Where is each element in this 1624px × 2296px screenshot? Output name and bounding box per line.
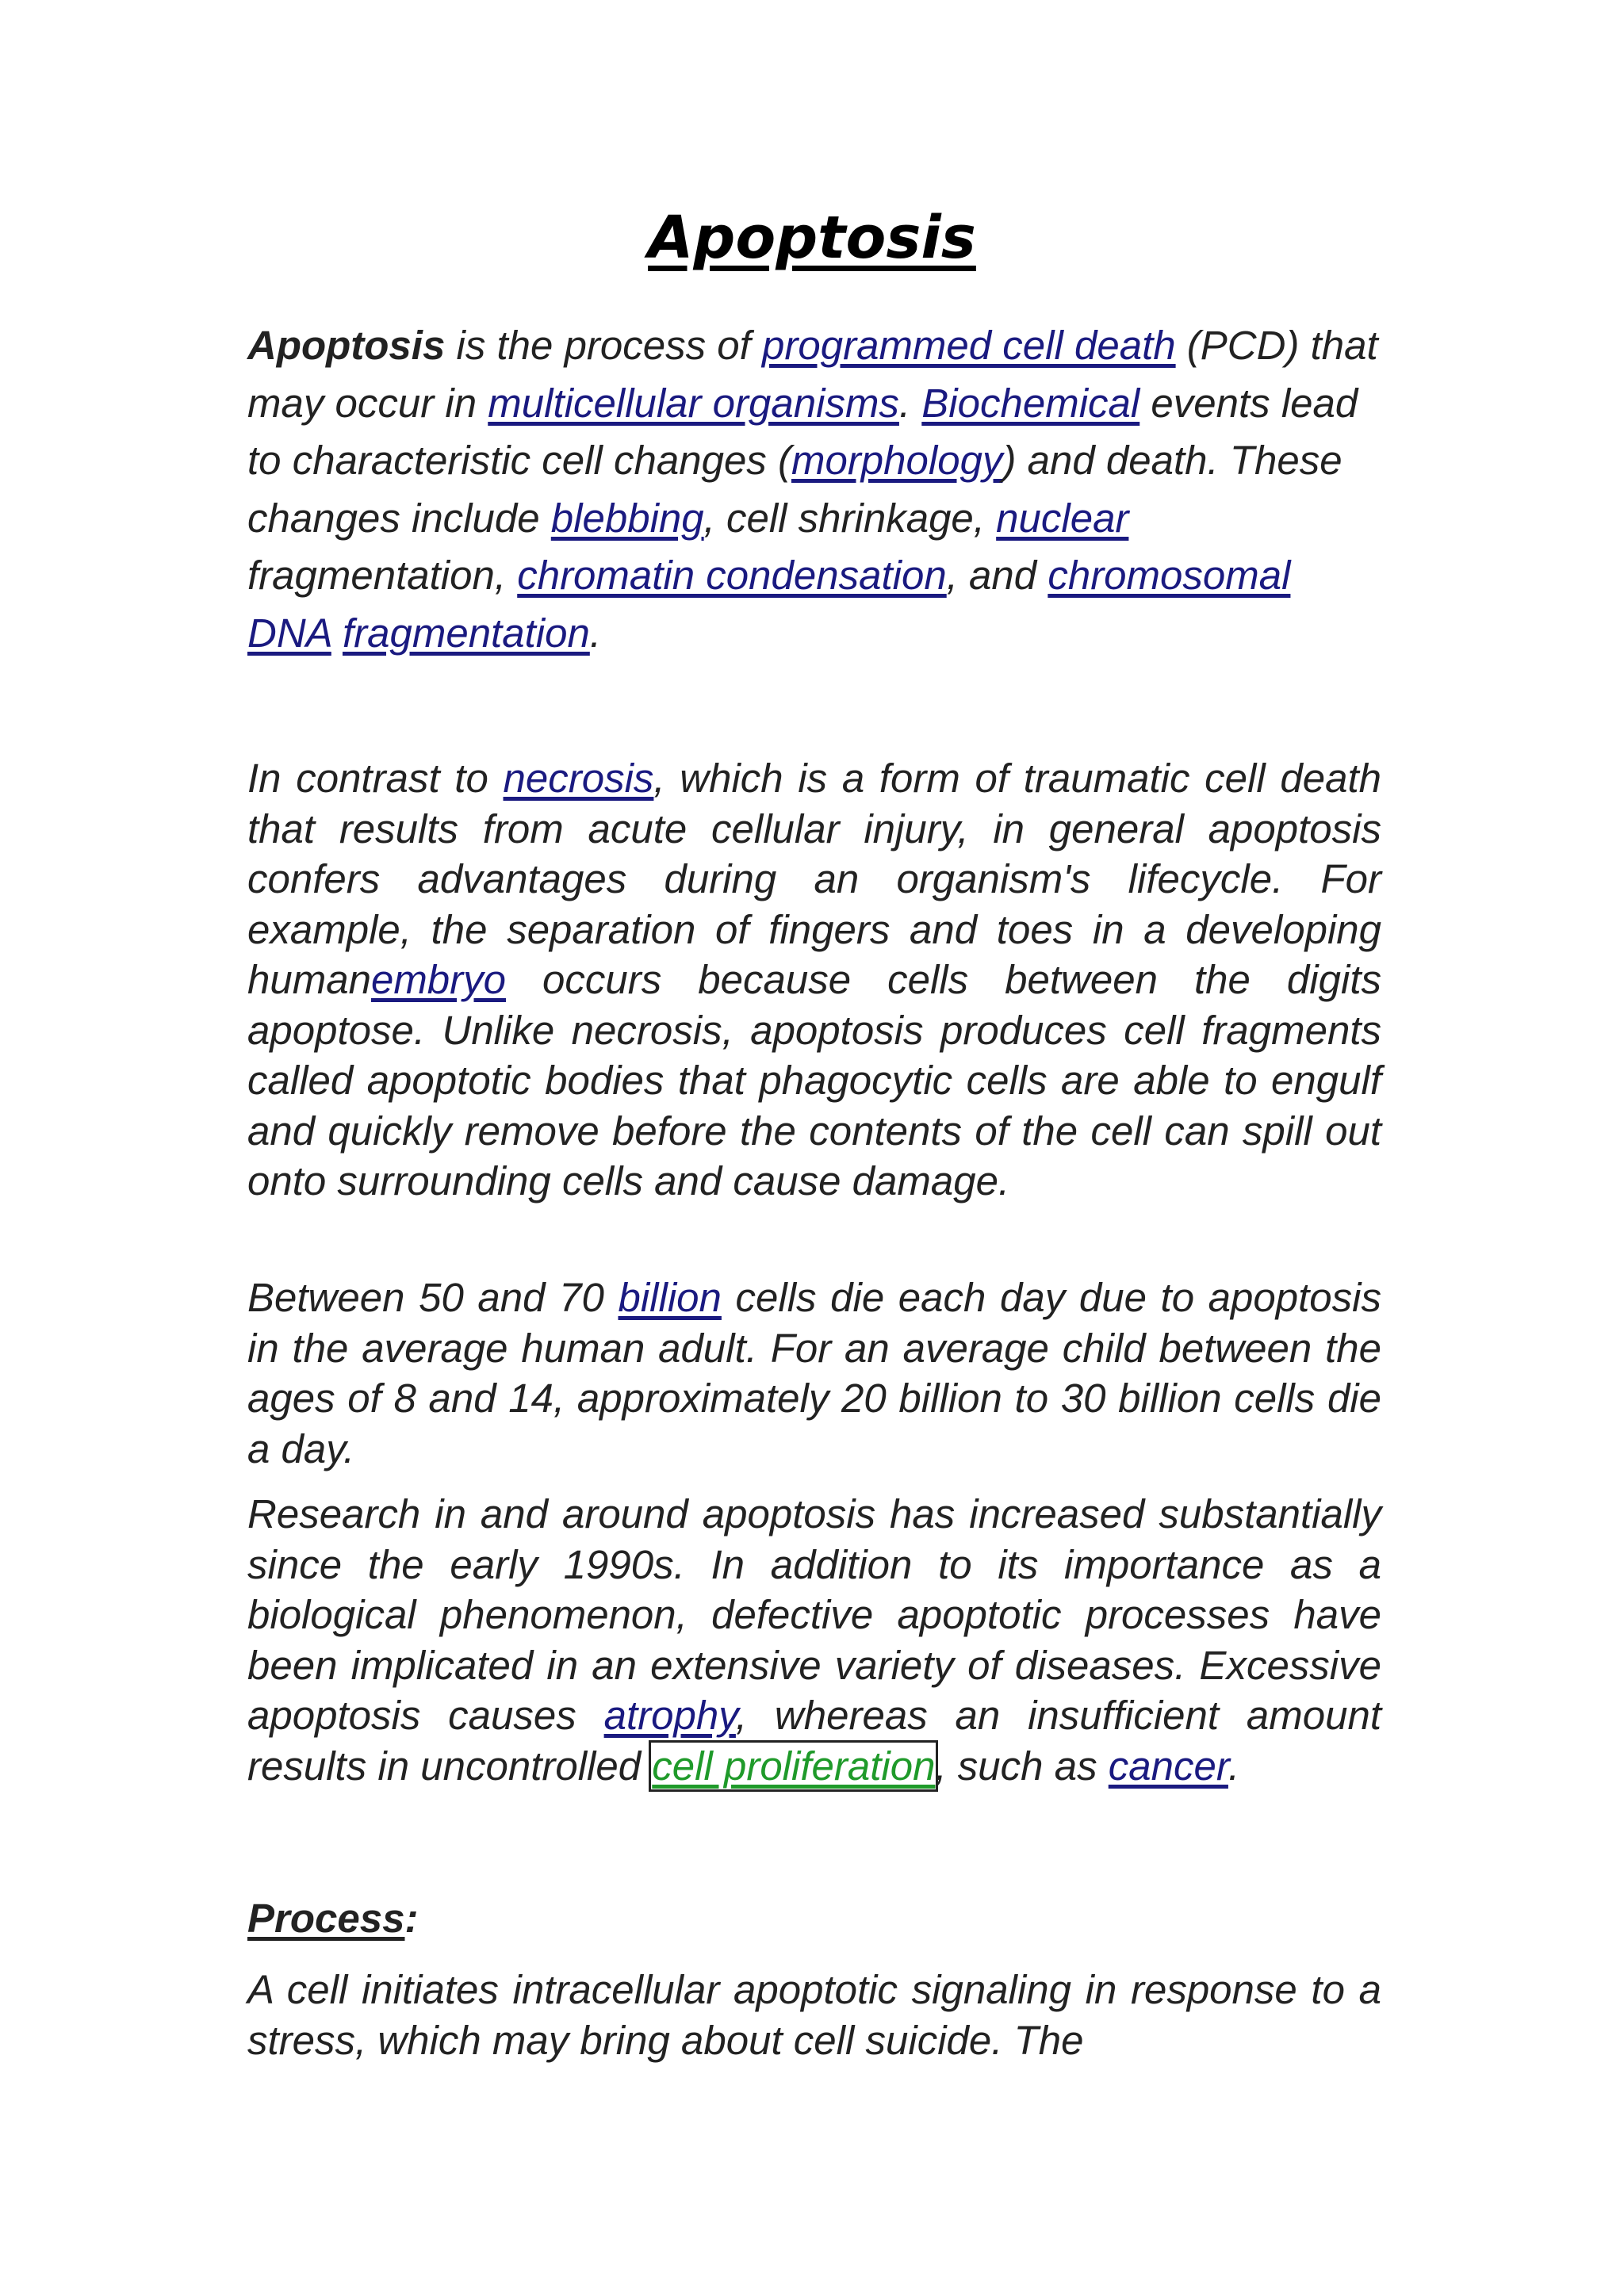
text-run: . [898, 380, 922, 426]
text-run: A cell initiates intracellular apoptotic signaling in response to a stress, which may bring about cell suicide. The [247, 1967, 1381, 2063]
text-run: . [589, 610, 601, 656]
text-run: , such as [935, 1743, 1109, 1789]
link-fragmentation[interactable]: fragmentation [342, 610, 590, 656]
link-billion[interactable]: billion [618, 1275, 722, 1320]
text-run: ) and death. These changes include [247, 438, 1342, 541]
link-necrosis[interactable]: necrosis [503, 756, 654, 801]
text-run: , whereas an insufficient amount results in uncontrolled [247, 1693, 1381, 1789]
paragraph-process [247, 1965, 1381, 2065]
link-cancer[interactable]: cancer [1108, 1743, 1228, 1789]
text-run [331, 610, 343, 656]
link-morphology[interactable]: morphology [791, 438, 1003, 483]
paragraph-definition [247, 317, 1381, 662]
page-title: Apoptosis [648, 204, 976, 272]
text-run: Research in and around apoptosis has increased substantially since the early 1990s. In addition to its importance as a biological phenomenon, defective apoptotic processes have been implicated in an extensive variety of diseases. Excessive apoptosis causes [247, 1491, 1381, 1738]
text-run: , and [946, 553, 1048, 598]
text-run: . [1228, 1743, 1240, 1789]
text-run: occurs because cells between the digits apoptose. Unlike necrosis, apoptosis produces cell fragments called apoptotic bodies that phagocytic cells are able to engulf and quickly remove before the contents of the cell can spill out onto surrounding cells and cause damage. [247, 957, 1381, 1203]
text-run: Between 50 and 70 [247, 1275, 619, 1320]
text-run: , which is a form of traumatic cell death that results from acute cellular injury, in general apoptosis confers advantages during an organism's lifecycle. For example, the separation of fingers and toes in a developing human [247, 756, 1381, 1002]
paragraph-cell-count [247, 1272, 1381, 1474]
text-run: cells die each day due to apoptosis in the average human adult. For an average child between the ages of 8 and 14, approximately 20 billion to 30 billion cells die a day. [247, 1275, 1382, 1471]
link-biochemical[interactable]: Biochemical [921, 380, 1140, 426]
paragraph-necrosis-contrast [247, 753, 1381, 1207]
link-programmed-cell-death[interactable]: programmed cell death [762, 323, 1176, 368]
text-run: events lead to characteristic cell changes ( [247, 380, 1358, 483]
bold-term: Apoptosis [247, 323, 446, 368]
link-dna[interactable]: DNA [247, 610, 331, 656]
text-run: , cell shrinkage, [703, 495, 997, 541]
link-chromatin-condensation[interactable]: chromatin condensation [517, 553, 947, 598]
link-chromosomal[interactable]: chromosomal [1048, 553, 1291, 598]
text-run: is the process of [445, 323, 763, 368]
section-heading-process [247, 1891, 418, 1946]
link-embryo[interactable]: embryo [370, 957, 507, 1002]
section-heading-colon: : [404, 1896, 419, 1941]
section-heading-text: Process [247, 1896, 405, 1941]
link-cell-proliferation[interactable]: cell proliferation [652, 1743, 936, 1789]
link-multicellular-organisms[interactable]: multicellular organisms [488, 380, 899, 426]
link-atrophy[interactable]: atrophy [603, 1693, 736, 1738]
link-blebbing[interactable]: blebbing [550, 495, 704, 541]
paragraph-research [247, 1489, 1381, 1791]
link-nuclear[interactable]: nuclear [996, 495, 1129, 541]
text-run: (PCD) that may occur in [247, 323, 1378, 426]
text-run: In contrast to [247, 756, 504, 801]
text-run: fragmentation, [247, 553, 518, 598]
